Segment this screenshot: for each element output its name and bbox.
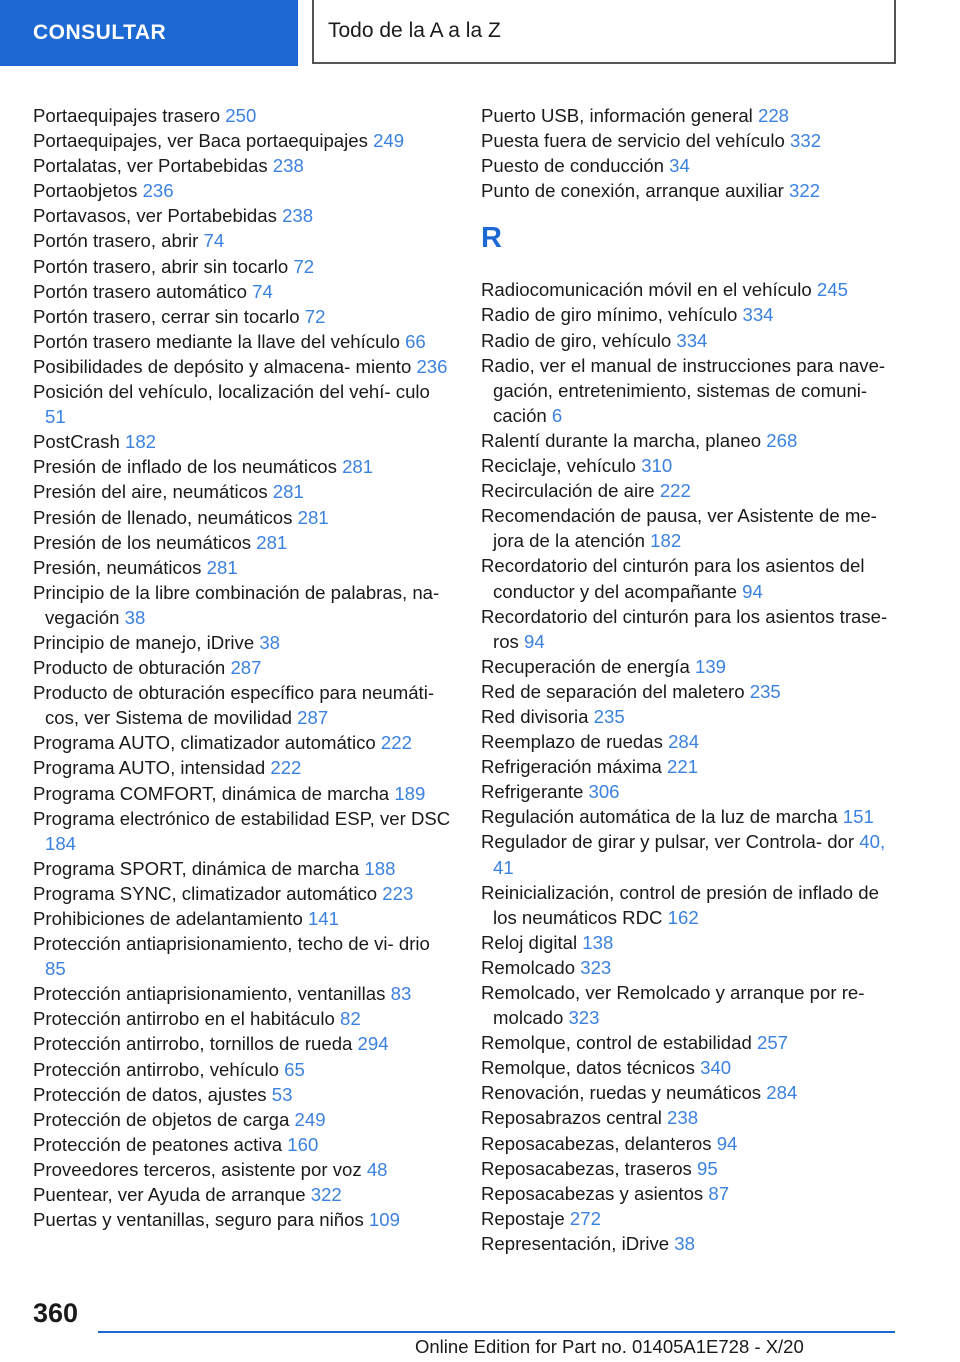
page-reference-link[interactable]: 184 (45, 832, 77, 854)
page-reference-link[interactable]: 72 (304, 305, 326, 327)
index-entry-term: Renovación, ruedas y neumáticos (481, 1082, 762, 1104)
page-reference-link[interactable]: 238 (667, 1107, 699, 1129)
page-reference-link[interactable]: 38 (124, 606, 146, 628)
page-reference-link[interactable]: 268 (766, 429, 798, 451)
index-entry-term: Reposacabezas y asientos (481, 1182, 704, 1204)
index-entry (481, 955, 901, 980)
index-entry (33, 530, 453, 555)
index-entry-term: Reposacabezas, traseros (481, 1157, 692, 1179)
index-entry-term: Portavasos, ver Portabebidas (33, 205, 277, 227)
index-entry (33, 1157, 453, 1182)
index-entry-term: Protección de datos, ajustes (33, 1083, 267, 1105)
index-entry (33, 479, 453, 504)
index-entry-term: Radio, ver el manual de instrucciones para nave‐ gación, entretenimiento, sistemas de comuni‐ cación (481, 354, 886, 426)
page-reference-link[interactable]: 272 (569, 1207, 601, 1229)
page-reference-link[interactable]: 322 (789, 180, 821, 202)
chapter-title: Todo de la A a la Z (312, 0, 896, 64)
index-entry-term: Reposabrazos central (481, 1107, 662, 1129)
page-reference-link[interactable]: 323 (580, 956, 612, 978)
index-entry (481, 453, 901, 478)
index-entry (33, 781, 453, 806)
index-entry (33, 103, 453, 128)
index-entry (481, 779, 901, 804)
page-reference-link[interactable]: 228 (758, 105, 790, 126)
index-entry-term: Producto de obturación (33, 657, 226, 679)
index-entry-term: Protección de peatones activa (33, 1133, 283, 1155)
page-reference-link[interactable]: 65 (284, 1058, 305, 1080)
index-entry (33, 906, 453, 931)
index-entry-term: Red divisoria (481, 705, 589, 727)
index-entry (481, 1181, 901, 1206)
page-reference-link[interactable]: 162 (667, 906, 699, 928)
index-entry-term: Presión, neumáticos (33, 556, 202, 578)
index-entry-term: Regulación automática de la luz de marcha (481, 806, 838, 828)
index-entry-term: Programa SPORT, dinámica de marcha (33, 857, 360, 879)
page-reference-link[interactable]: 287 (297, 707, 329, 729)
page-reference-link[interactable]: 160 (287, 1133, 319, 1155)
page-reference-link[interactable]: 109 (368, 1209, 400, 1231)
page-reference-link[interactable]: 188 (364, 857, 396, 879)
index-entry (33, 680, 453, 730)
index-entry-term: Portón trasero automático (33, 280, 247, 302)
page-reference-link[interactable]: 281 (256, 531, 288, 553)
index-entry (481, 478, 901, 503)
index-entry-term: Radio de giro mínimo, vehículo (481, 304, 738, 326)
page-reference-link[interactable]: 340 (700, 1057, 732, 1079)
index-entry-term: Radiocomunicación móvil en el vehículo (481, 279, 812, 301)
page-reference-link[interactable]: 281 (206, 556, 238, 578)
page-reference-link[interactable]: 249 (294, 1108, 326, 1130)
index-entry (33, 1107, 453, 1132)
index-entry (481, 1030, 901, 1055)
index-entry (481, 704, 901, 729)
index-entry-term: Presión de inflado de los neumáticos (33, 456, 337, 478)
index-entry (481, 804, 901, 829)
index-column-left (33, 103, 453, 1232)
index-entry-term: Reciclaje, vehículo (481, 455, 637, 477)
index-entry (33, 856, 453, 881)
index-entry-term: Radio de giro, vehículo (481, 329, 672, 351)
index-entry (481, 153, 901, 178)
page-reference-link[interactable]: 189 (394, 782, 426, 804)
index-entry-term: Programa AUTO, intensidad (33, 757, 266, 779)
index-entry-term: Remolque, datos técnicos (481, 1057, 695, 1079)
index-entry-term: Posición del vehículo, localización del vehí‐ culo (33, 381, 430, 403)
index-entry (481, 1206, 901, 1231)
index-entry-term: Proveedores terceros, asistente por voz (33, 1158, 362, 1180)
index-entry-term: Refrigerante (481, 781, 584, 803)
page-reference-link[interactable]: 245 (816, 279, 848, 301)
index-entry-term: Protección antirrobo en el habitáculo (33, 1008, 335, 1030)
index-entry-term: Programa AUTO, climatizador automático (33, 732, 376, 754)
index-entry (481, 829, 901, 879)
index-entry-term: Posibilidades de depósito y almacena‐ miento (33, 355, 412, 377)
index-entry (481, 503, 901, 553)
index-entry (33, 228, 453, 253)
index-entry (33, 279, 453, 304)
page-reference-link[interactable]: 141 (307, 908, 339, 929)
index-entry (481, 679, 901, 704)
page-reference-link[interactable]: 38 (674, 1232, 695, 1254)
page-reference-link[interactable]: 94 (716, 1132, 738, 1154)
index-entry-term: Portón trasero mediante la llave del vehículo (33, 330, 400, 352)
index-entry (33, 1006, 453, 1031)
page-reference-link[interactable]: 334 (742, 304, 774, 326)
footer-divider (98, 1331, 895, 1333)
index-entry-term: Reloj digital (481, 931, 578, 953)
index-entry-term: Programa electrónico de estabilidad ESP, ver DSC (33, 807, 451, 829)
page-reference-link[interactable]: 222 (380, 732, 412, 754)
page-reference-link[interactable]: 250 (225, 105, 257, 126)
index-entry-term: Puesto de conducción (481, 155, 664, 177)
page-reference-link[interactable]: 94 (524, 630, 545, 652)
page-reference-link[interactable]: 151 (842, 806, 874, 828)
index-entry-term: Puertas y ventanillas, seguro para niños (33, 1209, 364, 1231)
index-entry-term: Remolcado, ver Remolcado y arranque por re‐ molcado (481, 982, 865, 1029)
page-reference-link[interactable]: 238 (282, 205, 314, 227)
page-reference-link[interactable]: 235 (593, 705, 625, 727)
page-reference-link[interactable]: 40, 41 (493, 831, 886, 878)
index-entry (33, 730, 453, 755)
index-entry (33, 454, 453, 479)
page-reference-link[interactable]: 74 (203, 230, 225, 252)
page-reference-link[interactable]: 235 (749, 680, 781, 702)
index-entry-term: Recordatorio del cinturón para los asientos trase‐ ros (481, 605, 888, 652)
index-entry (33, 881, 453, 906)
index-entry (33, 128, 453, 153)
page-reference-link[interactable]: 48 (366, 1158, 388, 1180)
index-entry (33, 1031, 453, 1056)
page-reference-link[interactable]: 83 (390, 983, 412, 1005)
index-entry (481, 178, 901, 203)
index-entry (481, 1156, 901, 1181)
index-entry-term: Reposacabezas, delanteros (481, 1132, 712, 1154)
index-column-right (481, 103, 901, 1256)
page-reference-link[interactable]: 310 (641, 455, 673, 477)
index-entry (481, 754, 901, 779)
index-entry-term: Reemplazo de ruedas (481, 731, 663, 753)
page-reference-link[interactable]: 139 (694, 655, 727, 677)
index-entry-term: Portón trasero, abrir sin tocarlo (33, 255, 289, 277)
index-entry-term: Regulador de girar y pulsar, ver Controla‐ dor (481, 831, 855, 853)
page-reference-link[interactable]: 85 (45, 958, 66, 980)
page-reference-link[interactable]: 182 (650, 530, 682, 552)
index-entry-term: Protección antirrobo, vehículo (33, 1058, 279, 1080)
page-reference-link[interactable]: 223 (382, 882, 414, 904)
index-entry (33, 655, 453, 680)
index-entry (481, 302, 901, 327)
index-entry-term: Programa COMFORT, dinámica de marcha (33, 782, 390, 804)
index-entry (481, 1231, 901, 1256)
page-reference-link[interactable]: 94 (742, 580, 763, 602)
index-entry (33, 755, 453, 780)
page-reference-link[interactable]: 72 (293, 255, 315, 277)
page-reference-link[interactable]: 95 (697, 1157, 718, 1179)
index-entry (33, 329, 453, 354)
index-entry (481, 1055, 901, 1080)
index-entry (33, 981, 453, 1006)
index-entry-term: Portalatas, ver Portabebidas (33, 155, 268, 177)
index-entry-term: Portaequipajes, ver Baca portaequipajes (33, 130, 368, 152)
index-entry (481, 729, 901, 754)
index-entry (33, 153, 453, 178)
page-reference-link[interactable]: 281 (342, 456, 374, 478)
index-entry (33, 203, 453, 228)
page-reference-link[interactable]: 284 (766, 1082, 798, 1104)
index-entry-term: Repostaje (481, 1207, 565, 1229)
index-entry (481, 128, 901, 153)
page-reference-link[interactable]: 322 (310, 1184, 342, 1206)
index-entry-term: Ralentí durante la marcha, planeo (481, 429, 762, 451)
footer-edition: Online Edition for Part no. 01405A1E728 - X/20 (415, 1336, 804, 1357)
index-entry-term: Presión del aire, neumáticos (33, 481, 268, 503)
index-entry (33, 1132, 453, 1157)
index-entry (33, 1082, 453, 1107)
index-entry-term: Recordatorio del cinturón para los asientos del conductor y del acompañante (481, 555, 865, 602)
index-entry (33, 1057, 453, 1082)
index-entry (481, 604, 901, 654)
page-reference-link[interactable]: 334 (676, 329, 708, 351)
header-bar (0, 0, 960, 66)
index-entry-term: Puerto USB, información general (481, 105, 753, 126)
page-reference-link[interactable]: 257 (756, 1032, 789, 1054)
index-entry (481, 1131, 901, 1156)
section-tab[interactable]: CONSULTAR (0, 0, 298, 66)
index-entry (481, 103, 901, 128)
page-number: 360 (33, 1298, 79, 1328)
page-reference-link[interactable]: 281 (297, 506, 329, 528)
index-entry (481, 353, 901, 428)
index-entry-term: Remolcado (481, 956, 576, 978)
page-reference-link[interactable]: 332 (790, 130, 822, 152)
index-entry-term: Prohibiciones de adelantamiento (33, 908, 303, 929)
index-entry (481, 880, 901, 930)
index-entry-term: Presión de llenado, neumáticos (33, 506, 293, 528)
index-entry (33, 429, 453, 454)
index-entry-term: Protección antirrobo, tornillos de rueda (33, 1033, 353, 1055)
index-entry-term: Protección antiaprisionamiento, techo de vi‐ drio (33, 933, 430, 955)
index-entry-term: Portaobjetos (33, 180, 138, 202)
index-entry-term: PostCrash (33, 431, 120, 453)
index-entry-term: Remolque, control de estabilidad (481, 1032, 752, 1054)
index-entry-term: Puesta fuera de servicio del vehículo (481, 130, 785, 152)
page-reference-link[interactable]: 222 (659, 480, 691, 502)
page-reference-link[interactable]: 221 (667, 756, 699, 778)
index-entry-term: Protección antiaprisionamiento, ventanillas (33, 983, 386, 1005)
index-entry (481, 930, 901, 955)
page-reference-link[interactable]: 182 (124, 431, 157, 453)
index-entry-term: Programa SYNC, climatizador automático (33, 882, 378, 904)
page-reference-link[interactable]: 53 (271, 1083, 293, 1105)
index-entry-term: Recirculación de aire (481, 480, 655, 502)
page-reference-link[interactable]: 38 (259, 631, 281, 653)
index-entry (481, 654, 901, 679)
index-entry (481, 428, 901, 453)
index-entry-term: Portón trasero, cerrar sin tocarlo (33, 305, 300, 327)
index-entry-term: Portaequipajes trasero (33, 105, 221, 126)
index-entry (481, 277, 901, 302)
index-entry (33, 931, 453, 981)
page-reference-link[interactable]: 249 (373, 130, 405, 152)
index-entry-term: Recomendación de pausa, ver Asistente de me‐ jora de la atención (481, 505, 877, 552)
index-entry-term: Portón trasero, abrir (33, 230, 199, 252)
index-entry (33, 1182, 453, 1207)
index-entry-term: Representación, iDrive (481, 1232, 670, 1254)
page-reference-link[interactable]: 222 (270, 757, 302, 779)
index-entry (33, 630, 453, 655)
index-entry-term: Producto de obturación específico para neumáti‐ cos, ver Sistema de movilidad (33, 682, 435, 729)
section-letter: R (481, 222, 502, 255)
index-entry-term: Presión de los neumáticos (33, 531, 252, 553)
index-entry (481, 1080, 901, 1105)
page-reference-link[interactable]: 306 (588, 781, 620, 803)
page-reference-link[interactable]: 34 (669, 155, 690, 177)
page-reference-link[interactable]: 287 (230, 657, 262, 679)
index-entry (481, 328, 901, 353)
page-reference-link[interactable]: 238 (272, 155, 304, 177)
page-reference-link[interactable]: 284 (668, 731, 700, 753)
index-entry-term: Principio de la libre combinación de palabras, na‐ vegación (33, 581, 440, 628)
index-entry-term: Recuperación de energía (481, 655, 690, 677)
page-reference-link[interactable]: 294 (357, 1033, 389, 1055)
page-reference-link[interactable]: 6 (551, 404, 563, 426)
page-reference-link[interactable]: 66 (405, 330, 426, 352)
index-entry-term: Protección de objetos de carga (33, 1108, 290, 1130)
index-entry (33, 254, 453, 279)
page-reference-link[interactable]: 138 (582, 931, 614, 953)
page-reference-link[interactable]: 82 (340, 1008, 361, 1030)
index-entry (33, 304, 453, 329)
index-entry (33, 1207, 453, 1232)
page-reference-link[interactable]: 323 (568, 1007, 600, 1029)
index-entry (33, 178, 453, 203)
index-entry (33, 806, 453, 856)
index-entry (33, 555, 453, 580)
index-entry-term: Red de separación del maletero (481, 680, 745, 702)
page-reference-link[interactable]: 87 (708, 1182, 730, 1204)
index-entry-term: Reinicialización, control de presión de inflado de los neumáticos RDC (481, 881, 879, 928)
index-entry-term: Puentear, ver Ayuda de arranque (33, 1184, 306, 1206)
page-reference-link[interactable]: 51 (45, 406, 66, 428)
index-entry-term: Punto de conexión, arranque auxiliar (481, 180, 784, 202)
index-entry (33, 379, 453, 429)
index-entry (33, 580, 453, 630)
index-entry (481, 553, 901, 603)
page-reference-link[interactable]: 74 (252, 280, 273, 302)
index-entry-term: Refrigeración máxima (481, 756, 662, 778)
index-entry (481, 1105, 901, 1130)
page-reference-link[interactable]: 281 (272, 481, 304, 503)
index-entry (481, 980, 901, 1030)
page-reference-link[interactable]: 236 (416, 355, 448, 377)
index-entry (33, 354, 453, 379)
index-entry-term: Principio de manejo, iDrive (33, 631, 255, 653)
page-reference-link[interactable]: 236 (142, 180, 174, 202)
index-entry (33, 505, 453, 530)
